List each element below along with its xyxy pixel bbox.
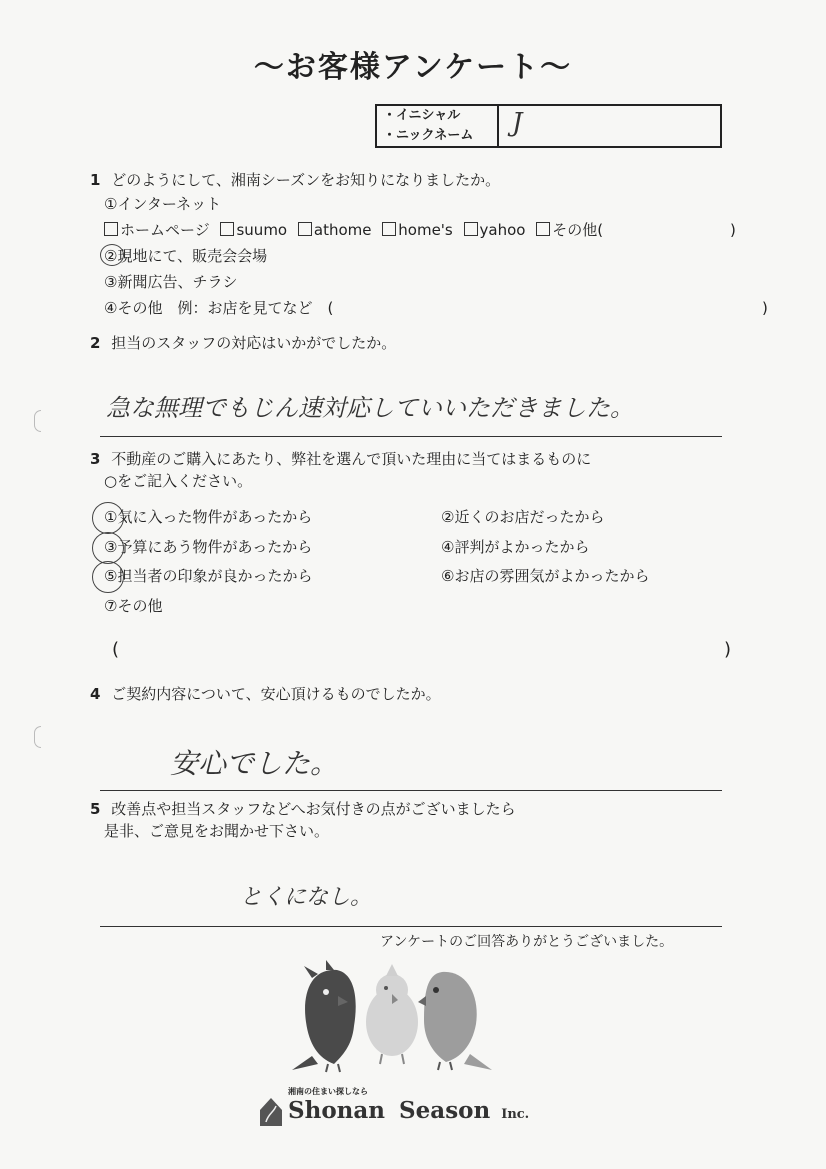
punch-hole-mark [34, 410, 41, 432]
q1-question [90, 170, 500, 190]
q3-option-2: ②近くのお店だったから [441, 508, 605, 526]
q1-internet-options [104, 220, 603, 240]
checkbox-box [104, 222, 118, 236]
q3-paren-open: ( [112, 639, 120, 660]
q4-answer-line [100, 790, 722, 791]
identity-box [375, 104, 722, 148]
company-logo [258, 1086, 558, 1136]
checkbox-box [298, 222, 312, 236]
q2-question [90, 333, 396, 353]
q4-answer: 安心でした。 [170, 747, 339, 780]
q5-text-line1: 改善点や担当スタッフなどへお気付きの点がございましたら [111, 800, 516, 818]
page-title: 〜お客様アンケート〜 [253, 50, 573, 85]
logo-name2: Season [399, 1097, 491, 1124]
q2-answer: 急な無理でもじん速対応していいただきました。 [106, 394, 634, 422]
punch-hole-mark [34, 726, 41, 748]
q1-internet-paren-close: ) [730, 221, 736, 239]
thanks-message: アンケートのご回答ありがとうございました。 [380, 934, 674, 950]
q3-option-5: ⑤担当者の印象が良かったから [104, 567, 313, 585]
q3-option-6: ⑥お店の雰囲気がよかったから [441, 567, 650, 585]
q1-option-internet: ①インターネット [104, 195, 222, 213]
checkbox-yahoo[interactable]: yahoo [464, 221, 526, 239]
logo-suffix: Inc. [501, 1107, 530, 1122]
q4-text: ご契約内容について、安心頂けるものでしたか。 [111, 685, 441, 703]
q5-question [90, 799, 516, 819]
q3-option-1: ①気に入った物件があったから [104, 508, 313, 526]
light-bird-icon [366, 964, 418, 1064]
q3-paren-close: ) [724, 639, 732, 660]
q1-text: どのようにして、湘南シーズンをお知りになりましたか。 [111, 171, 501, 189]
q4-question [90, 684, 441, 704]
checkbox-other[interactable]: その他( [536, 221, 603, 239]
initial-label: ・イニシャル [383, 108, 461, 123]
q5-number: 5 [90, 800, 101, 818]
checkbox-athome[interactable]: athome [298, 221, 372, 239]
logo-name: Shonan [288, 1097, 386, 1124]
q3-option-4: ④評判がよかったから [441, 538, 590, 556]
house-leaf-icon [258, 1092, 284, 1128]
q5-answer-line [100, 926, 722, 927]
checkbox-box [536, 222, 550, 236]
q1-option-other: ④その他 例：お店を見てなど ( [104, 299, 334, 317]
logo-wordmark [288, 1097, 529, 1124]
q1-other-paren-close: ) [762, 299, 768, 317]
grey-bird-icon [418, 972, 492, 1070]
q1-option-newspaper: ③新聞広告、チラシ [104, 273, 238, 291]
q2-answer-line [100, 436, 722, 437]
checkbox-suumo[interactable]: suumo [220, 221, 287, 239]
q3-question [90, 449, 591, 469]
q3-option-7: ⑦その他 [104, 597, 163, 615]
checkbox-box [382, 222, 396, 236]
dark-bird-icon [292, 960, 356, 1072]
identity-labels [377, 106, 499, 146]
nickname-label: ・ニックネーム [383, 128, 474, 143]
checkbox-homes[interactable]: home's [382, 221, 452, 239]
checkbox-homepage[interactable]: ホームページ [104, 221, 210, 239]
q3-number: 3 [90, 450, 101, 468]
q3-text-line2: ○をご記入ください。 [104, 472, 253, 490]
q3-option-3: ③予算にあう物件があったから [104, 538, 313, 556]
checkbox-box [464, 222, 478, 236]
q5-answer: とくになし。 [240, 885, 373, 910]
q3-text-line1: 不動産のご購入にあたり、弊社を選んで頂いた理由に当てはまるものに [111, 450, 592, 468]
q5-text-line2: 是非、ご意見をお聞かせ下さい。 [104, 822, 330, 840]
q2-number: 2 [90, 334, 101, 352]
checkbox-box [220, 222, 234, 236]
identity-value: J [512, 108, 523, 138]
q4-number: 4 [90, 685, 101, 703]
q2-text: 担当のスタッフの対応はいかがでしたか。 [111, 334, 397, 352]
birds-illustration [282, 960, 502, 1078]
q1-number: 1 [90, 171, 101, 189]
q1-option-onsite: ②現地にて、販売会会場 [104, 247, 268, 265]
logo-tagline: 湘南の住まい探しなら [288, 1087, 368, 1096]
